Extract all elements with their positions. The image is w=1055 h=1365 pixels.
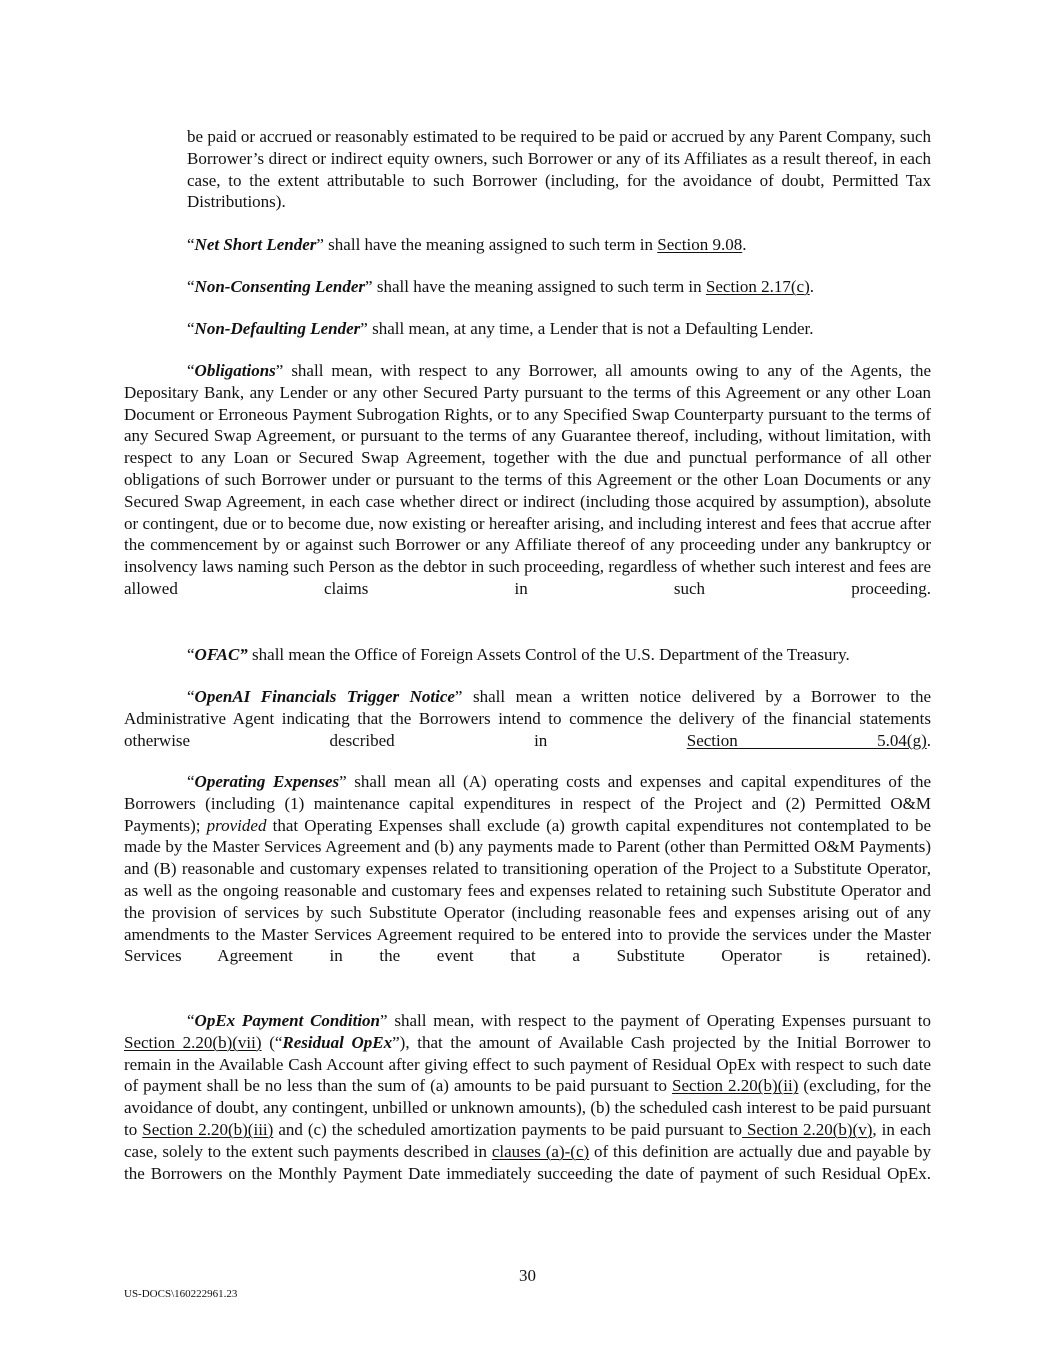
defined-term: Residual OpEx: [282, 1032, 393, 1052]
section-reference-link[interactable]: Section 9.08: [657, 235, 743, 254]
defined-term: Net Short Lender: [194, 235, 317, 254]
definition-ofac: “OFAC” shall mean the Office of Foreign Assets Control of the U.S. Department of the Treasury.: [187, 645, 850, 664]
paragraph-continuation: be paid or accrued or reasonably estimated to be required to be paid or accrued by any Parent Company, such Borrower’s direct or indirect equity owners, such Borrower or any of its Affiliates as a result thereof, in each case, to the extent attributable to such Borrower (including, for the avoidance of doubt, Permitted Tax Distributions).: [187, 127, 931, 212]
page-number: 30: [519, 1266, 536, 1285]
definition-non-consenting-lender: “Non-Consenting Lender” shall have the meaning assigned to such term in Section 2.17(c).: [187, 277, 815, 296]
defined-term: OpEx Payment Condition: [194, 1011, 381, 1030]
section-reference-link[interactable]: Section 2.17(c): [705, 277, 810, 296]
definition-operating-expenses: “Operating Expenses” shall mean all (A) operating costs and expenses and capital expenditures of the Borrowers (including (1) maintenance capital expenditures in respect of the Project and (2) Permitted O&M Payments); provided that Operating Expenses shall exclude (a) growth capital expenditures not contemplated to be made by the Master Services Agreement and (b) any payments made to Parent (other than Permitted O&M Payments) and (B) reasonable and customary expenses related to transitioning operation of the Project to a Substitute Operator, as well as the ongoing reasonable and customary fees and expenses related to retaining such Substitute Operator and the provision of services by such Substitute Operator (including reasonable fees and expenses arising out of any amendments to the Master Services Agreement required to be entered into to provide the services under the Master Services Agreement in the event that a Substitute Operator is retained).: [124, 772, 931, 966]
section-reference-link[interactable]: Section 5.04(g): [686, 730, 927, 750]
section-reference-link[interactable]: Section 2.20(b)(ii): [672, 1076, 799, 1096]
defined-term: Operating Expenses: [194, 772, 340, 791]
defined-term: OFAC”: [194, 645, 248, 664]
defined-term: OpenAI Financials Trigger Notice: [194, 687, 455, 706]
definition-net-short-lender: “Net Short Lender” shall have the meaning assigned to such term in Section 9.08.: [187, 235, 747, 254]
defined-term: Obligations: [194, 361, 276, 380]
document-id: US-DOCS\160222961.23: [124, 1288, 238, 1300]
definition-obligations: “Obligations” shall mean, with respect to any Borrower, all amounts owing to any of the Agents, the Depositary Bank, any Lender or any other Secured Party pursuant to the terms of this Agreement or any other Loan Document or Erroneous Payment Subrogation Rights, or to any Specified Swap Counterparty pursuant to the terms of any Secured Swap Agreement, or pursuant to the terms of any Guarantee thereof, including, without limitation, with respect to any Loan or Secured Swap Agreement, together with the due and punctual performance of all other obligations of such Borrower under or pursuant to the terms of this Agreement or the other Loan Documents or any Secured Swap Agreement, in each case whether direct or indirect (including those acquired by assumption), absolute or contingent, due or to become due, now existing or hereafter arising, and including interest and fees that accrue after the commencement by or against such Borrower or any Affiliate thereof of any proceeding under any bankruptcy or insolvency laws naming such Person as the debtor in such proceeding, regardless of whether such interest and fees are allowed claims in such proceeding.: [124, 361, 931, 598]
definition-opex-payment-condition: “OpEx Payment Condition” shall mean, with respect to the payment of Operating Expenses pursuant to Section 2.20(b)(vii) (“Residual OpEx”), that the amount of Available Cash projected by the Initial Borrower to remain in the Available Cash Account after giving effect to such payment of Residual OpEx with respect to such date of payment shall be no less than the sum of (a) amounts to be paid pursuant to Section 2.20(b)(ii) (excluding, for the avoidance of doubt, any contingent, unbilled or unknown amounts), (b) the scheduled cash interest to be paid pursuant to Section 2.20(b)(iii) and (c) the scheduled amortization payments to be paid pursuant to Section 2.20(b)(v), in each case, solely to the extent such payments described in clauses (a)-(c) of this definition are actually due and payable by the Borrowers on the Monthly Payment Date immediately succeeding the date of payment of such Residual OpEx.: [124, 1011, 932, 1183]
section-reference-link[interactable]: Section 2.20(b)(vii): [124, 1032, 262, 1052]
definition-openai-financials-trigger-notice: “OpenAI Financials Trigger Notice” shall mean a written notice delivered by a Borrower to the Administrative Agent indicating that the Borrowers intend to commence the delivery of the financial statements otherwise described in Section 5.04(g).: [124, 687, 931, 750]
defined-term: Non-Defaulting Lender: [194, 319, 361, 338]
definition-non-defaulting-lender: “Non-Defaulting Lender” shall mean, at any time, a Lender that is not a Defaulting Lender.: [187, 319, 814, 338]
defined-term: Non-Consenting Lender: [194, 277, 366, 296]
section-reference-link[interactable]: Section 2.20(b)(v): [741, 1119, 873, 1139]
clauses-reference-link[interactable]: clauses (a)-(c): [491, 1141, 590, 1161]
section-reference-link[interactable]: Section 2.20(b)(iii): [142, 1119, 274, 1139]
